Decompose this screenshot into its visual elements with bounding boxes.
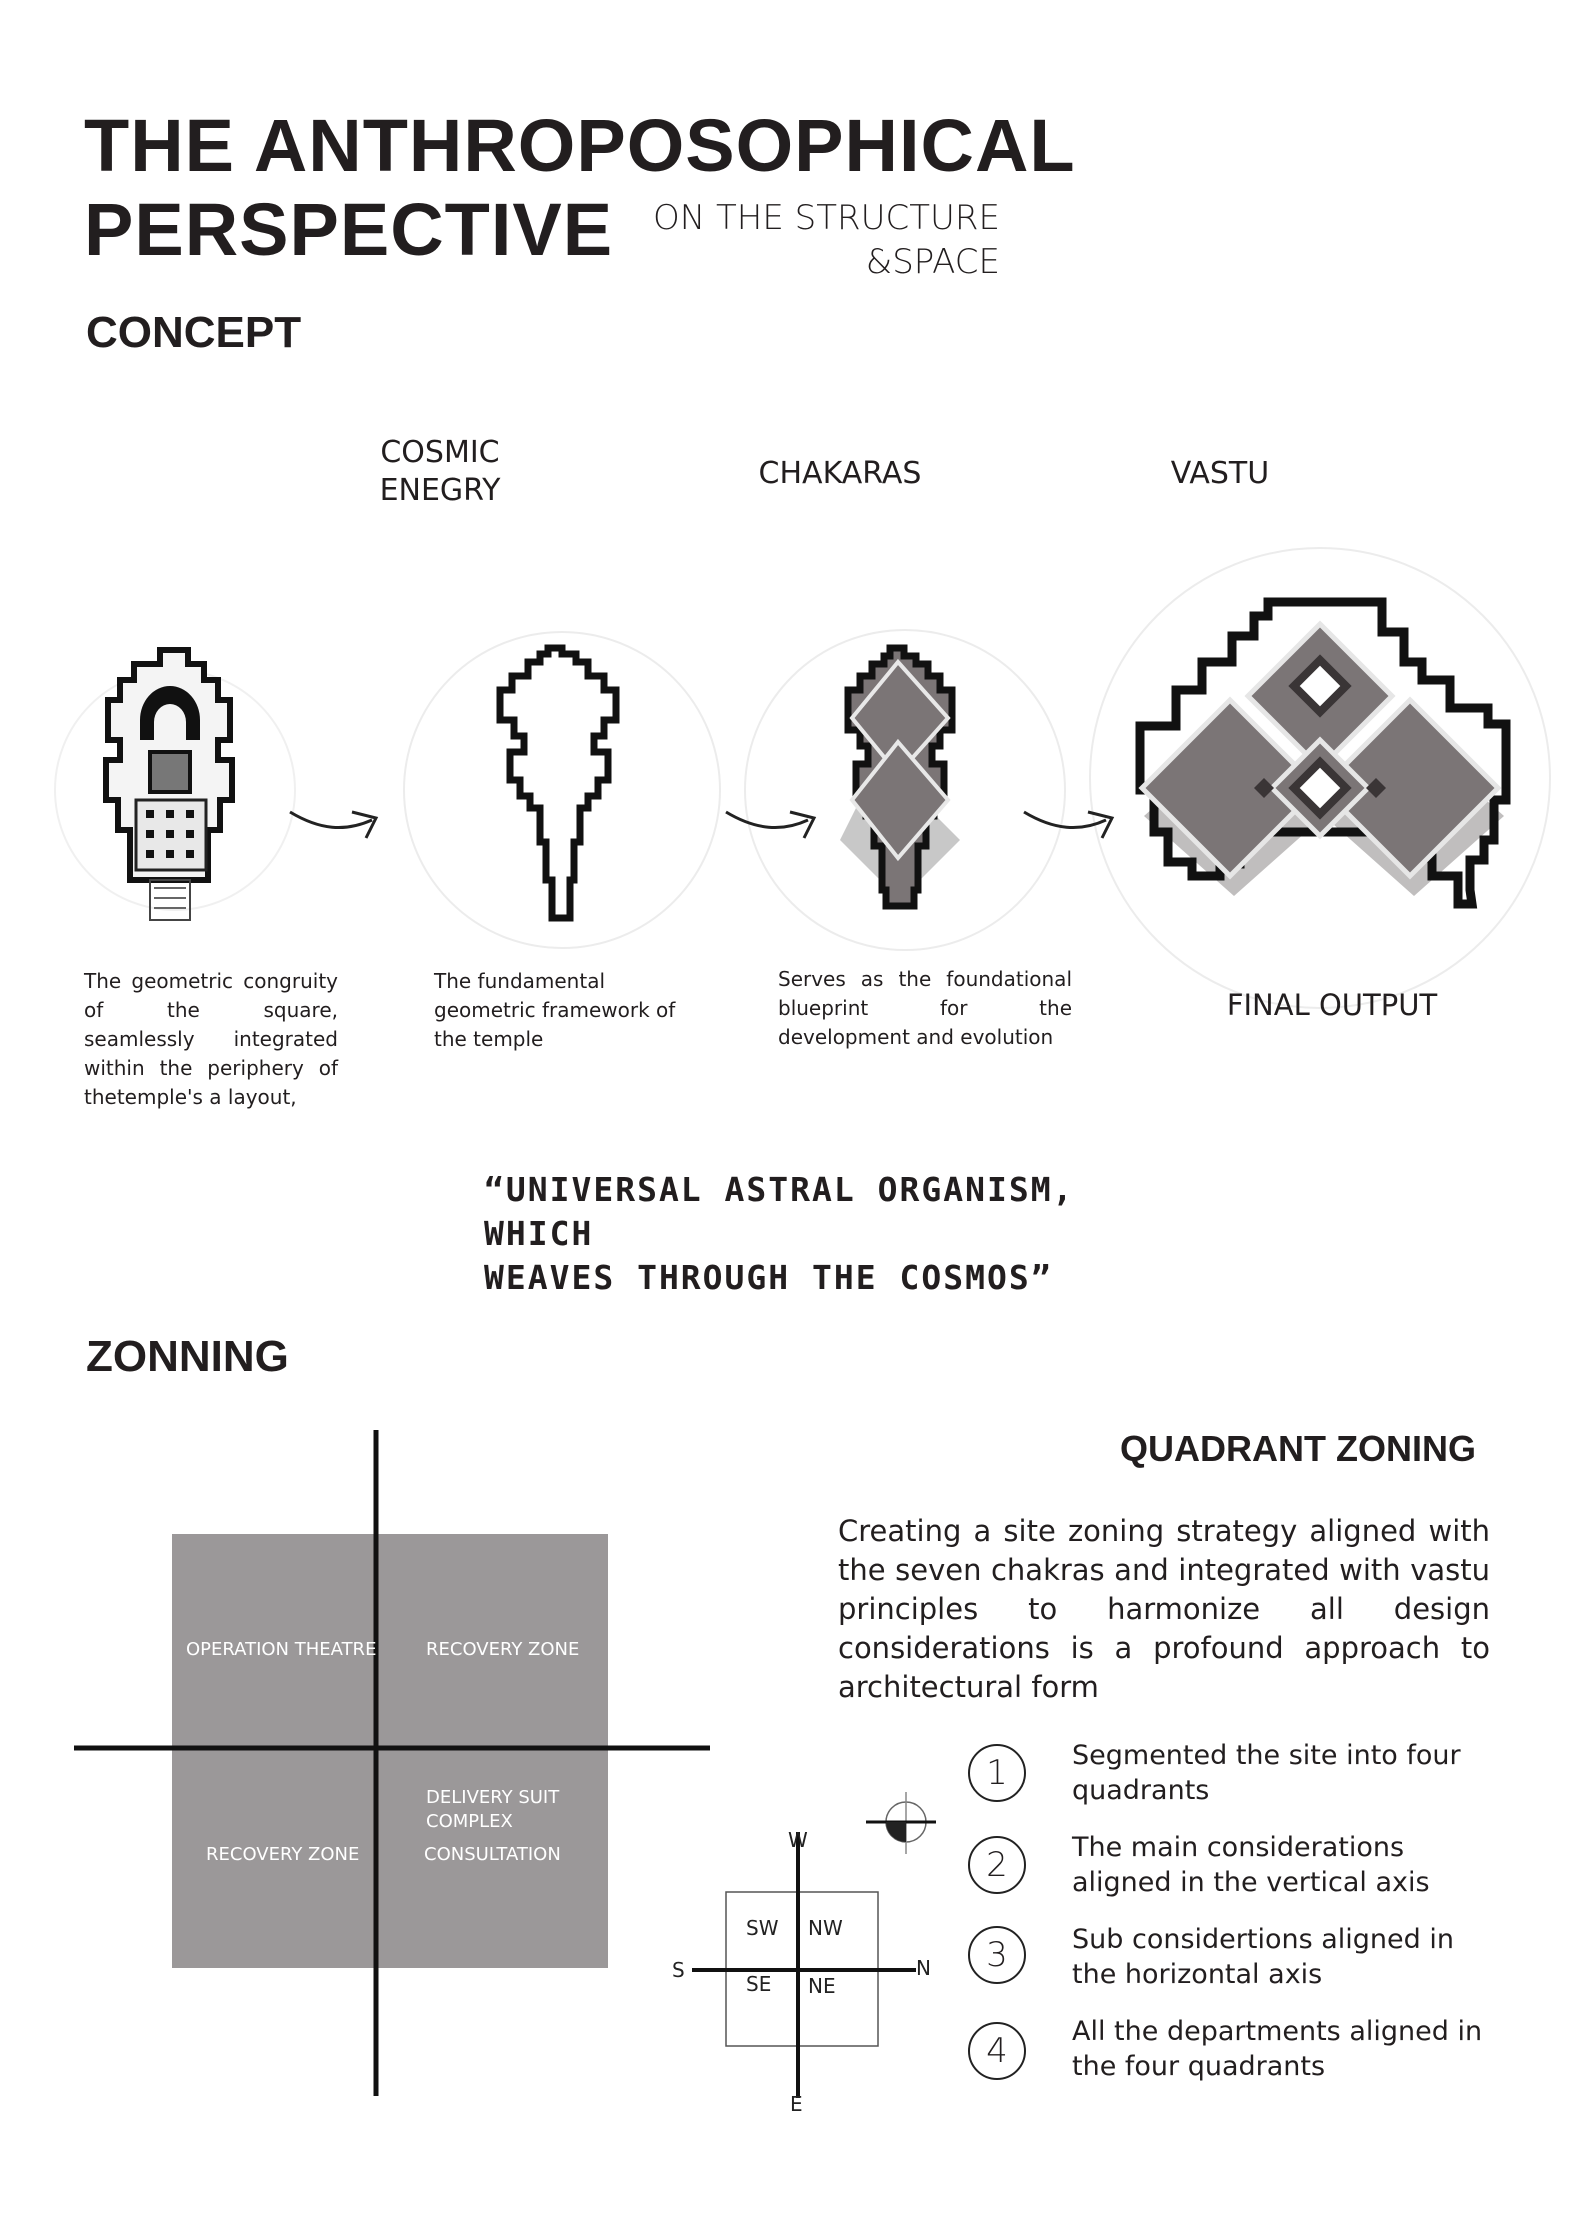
compass-s: S (672, 1958, 685, 1982)
step-3-text: Sub considertions aligned in the horizontal axis (1072, 1924, 1454, 1990)
temple-plan-drawing (106, 650, 232, 920)
concept-heading: CONCEPT (86, 308, 302, 357)
stage-label-cosmic-line2: ENEGRY (379, 473, 501, 508)
quote-line-2: WEAVES THROUGH THE COSMOS” (484, 1258, 1053, 1297)
compass-sw: SW (746, 1916, 779, 1940)
subtitle-line-2: &SPACE (865, 242, 1000, 282)
north-indicator-icon (866, 1792, 936, 1854)
zone-recovery-top: RECOVERY ZONE (426, 1639, 580, 1660)
zone-delivery-line2: COMPLEX (426, 1811, 513, 1832)
step-2-number: 2 (968, 1836, 1026, 1894)
chakaras-drawing (840, 648, 960, 906)
vastu-drawing (1140, 602, 1506, 904)
step-4-text: All the departments aligned in the four quadrants (1072, 2016, 1483, 2082)
step-1-text: Segmented the site into four quadrants (1072, 1740, 1461, 1806)
stage-label-cosmic-line1: COSMIC (380, 435, 500, 470)
zone-recovery-bottom: RECOVERY ZONE (206, 1844, 360, 1865)
zone-delivery-line1: DELIVERY SUIT (426, 1787, 560, 1808)
compass-n: N (916, 1956, 931, 1980)
step-3-number: 3 (968, 1926, 1026, 1984)
caption-chakaras: Serves as the foundational blueprint for the development and evolution (778, 967, 1072, 1049)
title-line-2: PERSPECTIVE (84, 188, 614, 271)
step-4-number: 4 (968, 2022, 1026, 2080)
quadrant-zoning-description: Creating a site zoning strategy aligned with the seven chakras and integrated with vastu principles to harmonize all design considerations is a profound approach to architectural form (838, 1514, 1490, 1704)
quote-line-1: “UNIVERSAL ASTRAL ORGANISM, WHICH (484, 1170, 1075, 1253)
compass-diagram (660, 1780, 980, 2120)
compass-e: E (790, 2092, 803, 2116)
arrow-1 (290, 812, 376, 838)
concept-quote (484, 1168, 1124, 1300)
caption-temple: The geometric congruity of the square, seamlessly integrated within the periphery of thetemple's a layout, (84, 969, 338, 1109)
quadrant-zoning-title: QUADRANT ZONING (1120, 1428, 1476, 1469)
compass-nw: NW (808, 1916, 843, 1940)
final-output-label: FINAL OUTPUT (1226, 988, 1438, 1022)
arrow-2 (726, 812, 814, 838)
compass-ne: NE (808, 1974, 836, 1998)
zone-operation-theatre: OPERATION THEATRE (186, 1639, 377, 1660)
zone-consultation: CONSULTATION (424, 1844, 561, 1865)
compass-w: W (788, 1828, 808, 1852)
concept-diagrams (0, 0, 1574, 1100)
zoning-heading: ZONNING (86, 1332, 289, 1381)
subtitle-line-1: ON THE STRUCTURE (653, 198, 1000, 238)
title-line-1: THE ANTHROPOSOPHICAL (84, 104, 1076, 187)
zoning-square (172, 1534, 608, 1968)
zone-delivery-suite (426, 1786, 559, 1834)
step-1-number: 1 (968, 1744, 1026, 1802)
stage-label-chakaras: CHAKARAS (758, 456, 922, 491)
compass-se: SE (746, 1972, 772, 1996)
arrow-3 (1024, 812, 1112, 838)
caption-cosmic: The fundamental geometric framework of the temple (434, 969, 676, 1051)
bg-circle-2 (404, 632, 720, 948)
step-2-text: The main considerations aligned in the vertical axis (1072, 1832, 1430, 1898)
cosmic-outline-drawing (500, 648, 616, 918)
stage-label-vastu: VASTU (1170, 456, 1270, 491)
